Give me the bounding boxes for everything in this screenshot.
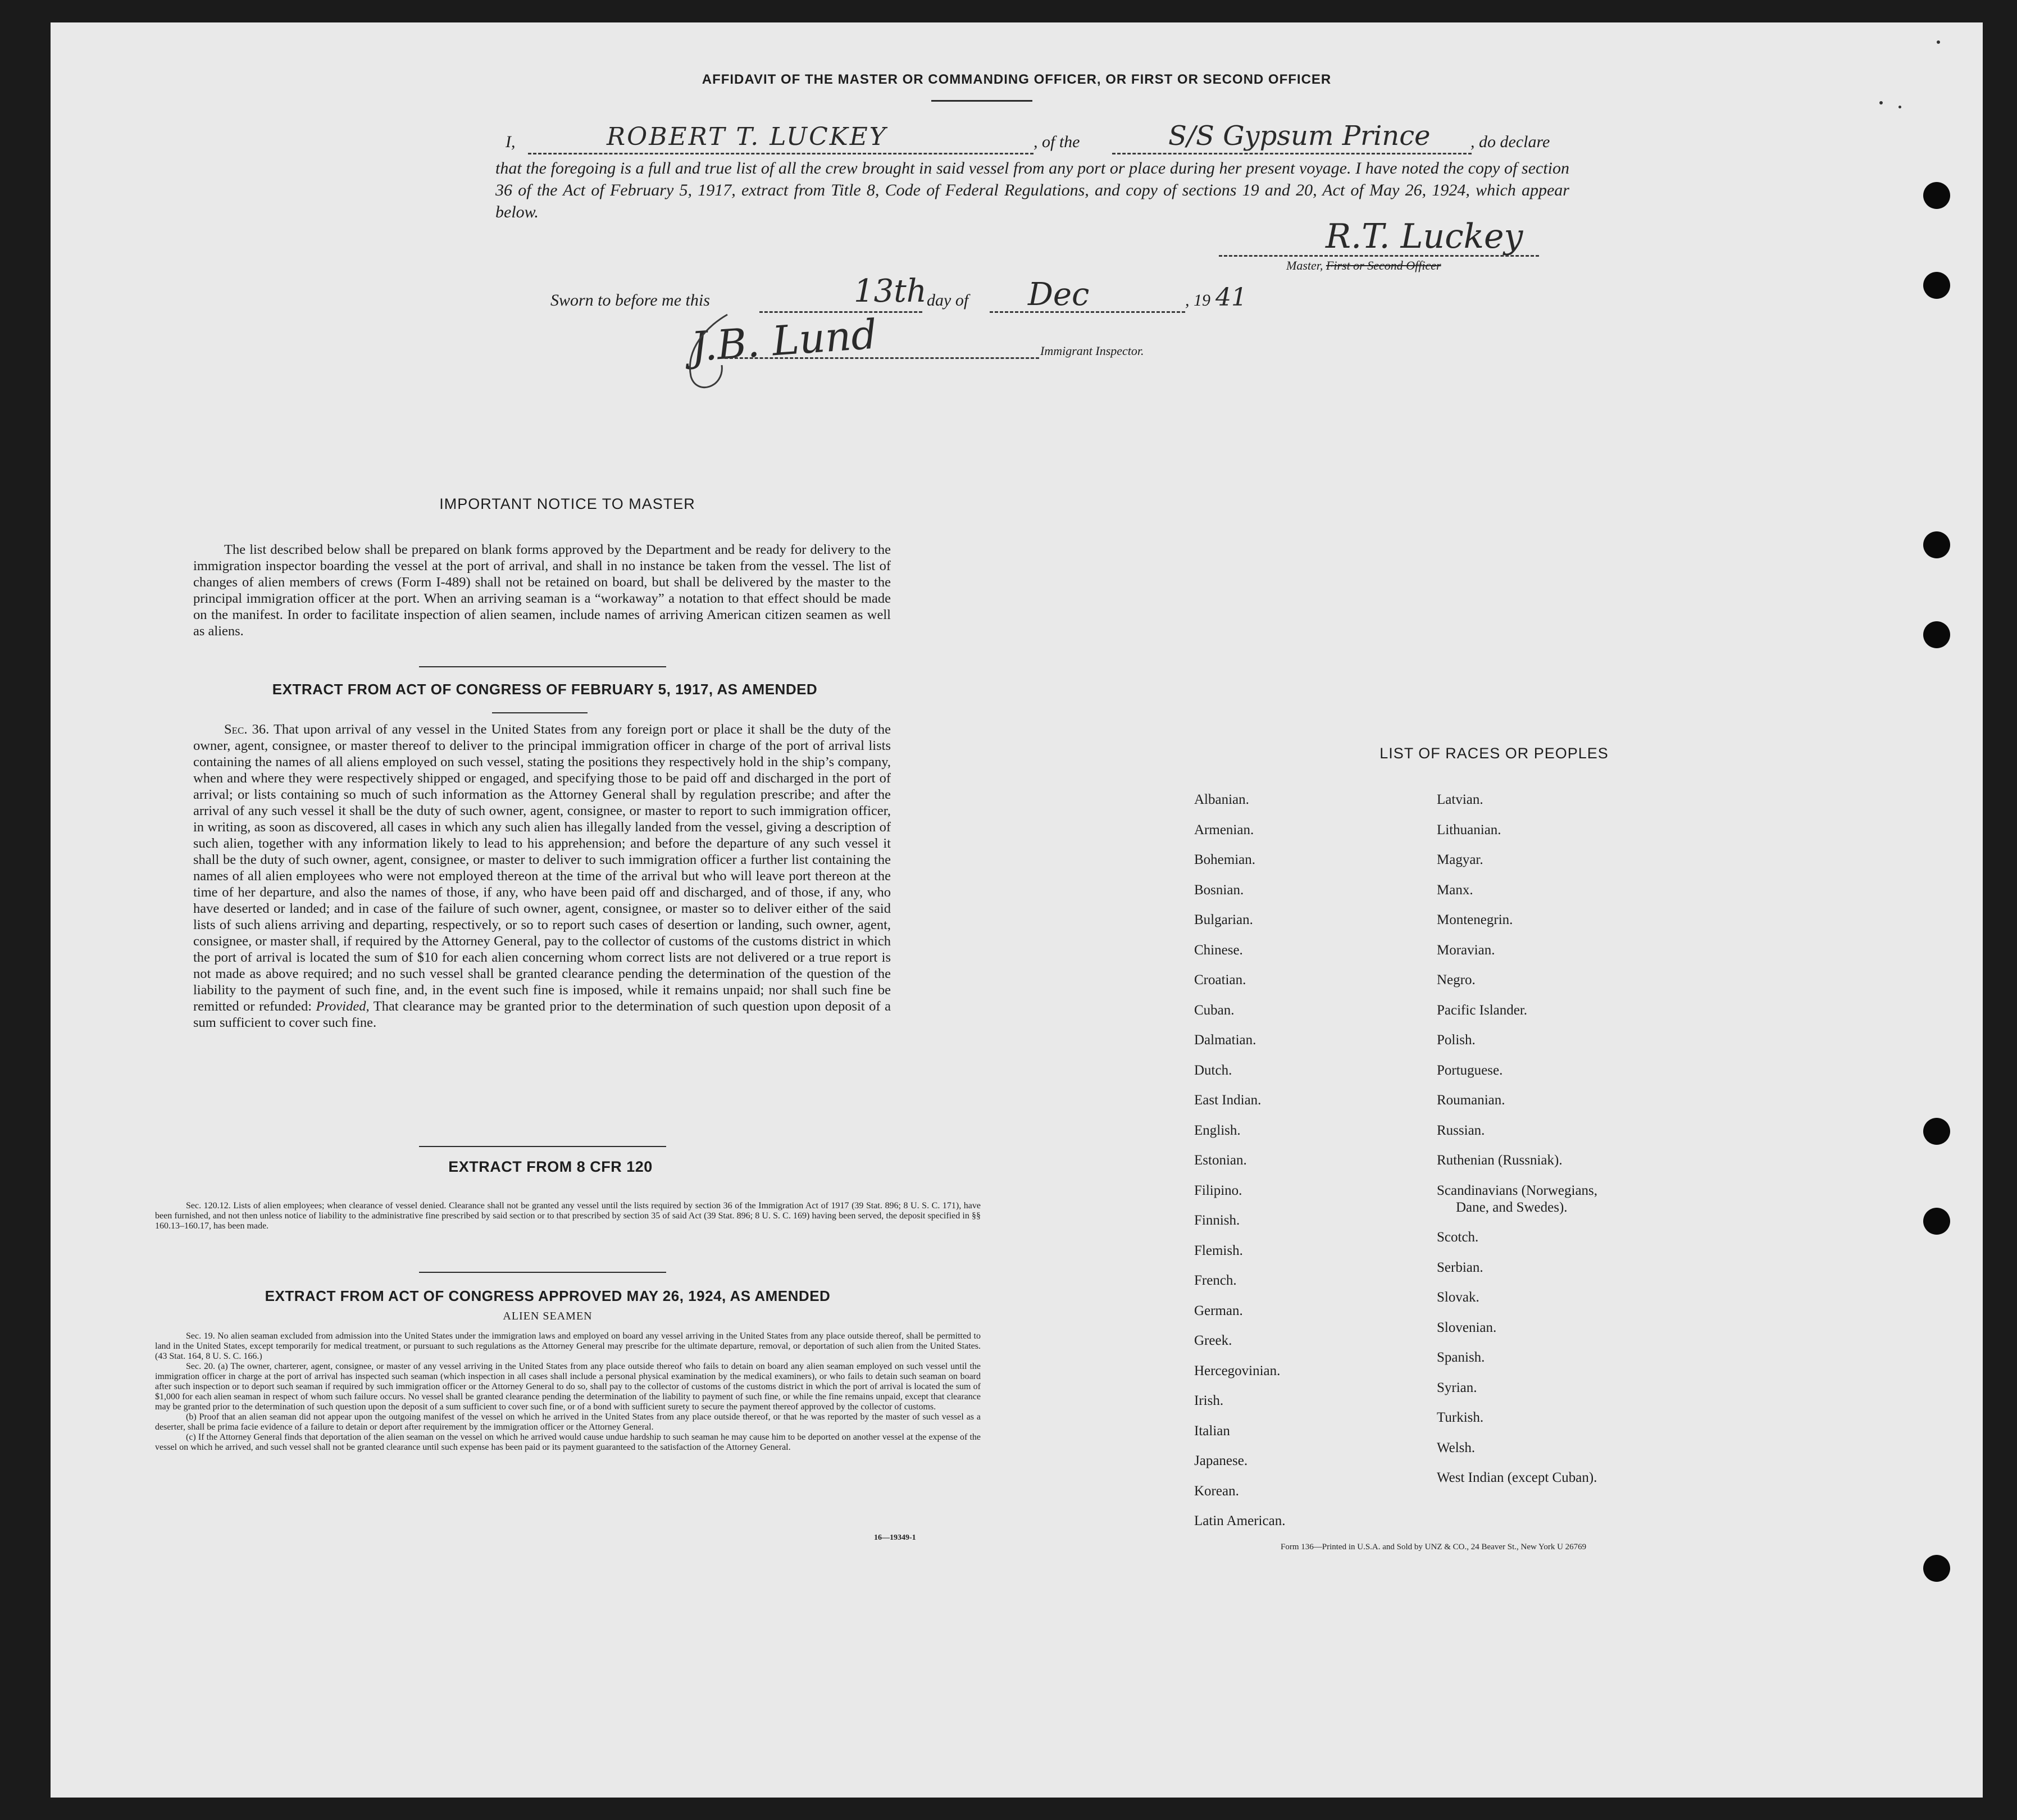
inspector-caption: Immigrant Inspector.: [1040, 344, 1144, 358]
punch-hole: [1923, 531, 1950, 558]
sec-20c-text: (c) If the Attorney General finds that deportation of the alien seaman on the vessel on which he arrived would cause undue hardship to such seaman he may cause him to be deported on another vessel at the expense of the vessel on which he arrived, and such vessel shall not be granted clearance until such expense has been paid or its payment guaranteed to the satisfaction of the Attorney General.: [155, 1432, 981, 1452]
race-item: Ruthenian (Russniak).: [1437, 1153, 1563, 1168]
inspector-signature-flourish: [674, 303, 741, 404]
year-handwritten: 41: [1215, 283, 1247, 312]
race-item: Albanian.: [1194, 792, 1249, 807]
race-item: Montenegrin.: [1437, 912, 1513, 927]
title-underline: [931, 100, 1032, 102]
declaration-text: that the foregoing is a full and true list of all the crew brought in said vessel from any port or place during her present voyage. I have noted the copy of section 36 of the Act of February 5, 1917, extract from Title 8, Code of Federal Regulations, and copy of sections 19 and 20, Act of May 26, 1924, which appear below.: [495, 159, 1569, 221]
sec-36-text-end: That clearance may be granted prior to the determination of such question upon deposit of a sum sufficient to cover such fine.: [193, 999, 891, 1030]
punch-hole: [1923, 621, 1950, 648]
race-item: Irish.: [1194, 1393, 1224, 1408]
race-item: Slovenian.: [1437, 1320, 1497, 1335]
extract-1924-body: [155, 1331, 981, 1453]
race-item: Bosnian.: [1194, 882, 1244, 898]
master-caption-struck: First or Second Officer: [1326, 258, 1441, 272]
race-item: Bohemian.: [1194, 852, 1256, 867]
race-item: German.: [1194, 1303, 1243, 1318]
year-prefix: , 19: [1185, 291, 1210, 310]
form-footer: Form 136—Printed in U.S.A. and Sold by UNZ & CO., 24 Beaver St., New York U 26769: [1281, 1543, 1587, 1551]
sworn-prefix: Sworn to before me this: [550, 291, 710, 310]
vessel-line: [1112, 153, 1472, 154]
race-item: Magyar.: [1437, 852, 1483, 867]
race-item: English.: [1194, 1122, 1241, 1138]
race-item: Pacific Islander.: [1437, 1002, 1528, 1018]
races-title: LIST OF RACES OR PEOPLES: [1379, 745, 1609, 762]
race-item: Syrian.: [1437, 1380, 1477, 1395]
race-item: Dalmatian.: [1194, 1032, 1256, 1048]
sec-20a-text: Sec. 20. (a) The owner, charterer, agent, consignee, or master of any vessel arriving in the United States from any place outside thereof who fails to detain on board any alien seaman employed on such vessel until the immigration officer in charge at the port of arrival has inspected such seaman (which inspection in all cases shall include a personal physical examination by the medical examiners), or who fails to detain such seaman on board after such inspection or to deport such seaman if required by such immigration officer or the Attorney General to do so, shall pay to the collector of customs of the customs district in which the port of arrival is located the sum of $1,000 for each alien seaman in respect of whom such failure occurs. No vessel shall be granted clearance pending the determination of the liability to payment of such fine, or while the fine remains unpaid, except that clearance may be granted prior to the determination of such question upon the deposit of a sum sufficient to cover such fine, or of a bond with sufficient surety to secure the payment thereof approved by the collector of customs.: [155, 1362, 981, 1412]
master-name-line: [528, 153, 1033, 154]
race-item: Croatian.: [1194, 972, 1246, 988]
race-item: Estonian.: [1194, 1153, 1247, 1168]
race-item: Slovak.: [1437, 1290, 1479, 1305]
master-name-handwritten: ROBERT T. LUCKEY: [607, 122, 887, 151]
race-item: French.: [1194, 1273, 1237, 1288]
sec-19-text: Sec. 19. No alien seaman excluded from admission into the United States under the immigration laws and employed on board any vessel arriving in the United States from any place outside thereof, shall be permitted to land in the United States, except temporarily for medical treatment, or pursuant to such regulations as the Attorney General may prescribe for the ultimate departure, removal, or deportation of such alien from the United States. (43 Stat. 164, 8 U. S. C. 166.): [155, 1331, 981, 1361]
sec-20b-text: (b) Proof that an alien seaman did not appear upon the outgoing manifest of the vessel on which he arrived in the United States from any place outside thereof, or that he was reported by the master of such vessel as a deserter, shall be prima facie evidence of a failure to detain or deport after requirement by the immigration officer or the Attorney General.: [155, 1412, 981, 1432]
punch-hole: [1923, 182, 1950, 209]
race-item: Japanese.: [1194, 1453, 1248, 1468]
day-handwritten: 13th: [854, 273, 927, 310]
master-signature-line: [1219, 255, 1539, 257]
affidavit-title: AFFIDAVIT OF THE MASTER OR COMMANDING OFFICER, OR FIRST OR SECOND OFFICER: [702, 72, 1332, 87]
divider-2: [492, 712, 588, 713]
speck: [1937, 40, 1940, 44]
race-item: Negro.: [1437, 972, 1476, 988]
month-handwritten: Dec: [1028, 276, 1090, 313]
sec-36-label: Sec. 36.: [224, 722, 270, 737]
divider-4: [419, 1272, 666, 1273]
race-item: Dutch.: [1194, 1062, 1232, 1078]
race-item: East Indian.: [1194, 1093, 1262, 1108]
race-item: Scotch.: [1437, 1230, 1479, 1245]
inspector-line: [725, 357, 1039, 359]
notice-title: IMPORTANT NOTICE TO MASTER: [439, 495, 695, 512]
race-item: Armenian.: [1194, 822, 1254, 838]
race-item: Serbian.: [1437, 1259, 1483, 1275]
provided-label: Provided,: [316, 999, 370, 1014]
race-item: Spanish.: [1437, 1350, 1485, 1365]
race-item: Korean.: [1194, 1483, 1239, 1499]
do-declare-label: , do declare: [1470, 133, 1550, 151]
sec-36-text: That upon arrival of any vessel in the United States from any foreign port or place it shall be the duty of the owner, agent, consignee, or master thereof to deliver to the principal immigration officer in charge of the port of arrival lists containing the names of all aliens employed on such vessel, stating the positions they respectively hold in the ship’s company, when and where they were respectively shipped or engaged, and specifying those to be paid off and discharged in the port of arrival; or lists containing so much of such information as the Attorney General shall by regulation prescribe; and after the arrival of any such vessel it shall be the duty of such owner, agent, consignee, or master to report to such immigration officer, in writing, as soon as discovered, all cases in which any such alien has illegally landed from the vessel, giving a description of such alien, together with any information likely to lead to his apprehension; and before the departure of any such vessel it shall be the duty of such owner, agent, consignee, or master to deliver to such immigration officer a further list containing the names of all alien employees who were not employed thereon at the time of the arrival but who will leave port thereon at the time of her departure, and also the names of those, if any, who have been paid off and discharged, and of those, if any, who have deserted or landed; and in case of the failure of such owner, agent, consignee, or master so to deliver either of the said lists of such aliens arriving and departing, respectively, or so to report such cases of desertion or landing, such owner, agent, consignee, or master shall, if required by the Attorney General, pay to the collector of customs of the customs district in which the port of arrival is located the sum of $10 for each alien concerning whom correct lists are not delivered or a true report is not made as above required; and no such vessel shall be granted clearance pending the determination of the question of the liability to the payment of such fine, and, in the event such fine is imposed, while it remains unpaid; nor shall such fine be remitted or refunded:: [193, 722, 891, 1014]
race-item: Russian.: [1437, 1122, 1485, 1138]
master-signature: R.T. Luckey: [1326, 217, 1523, 256]
race-item: Chinese.: [1194, 942, 1243, 958]
race-item: Moravian.: [1437, 942, 1495, 958]
punch-hole: [1923, 272, 1950, 299]
punch-hole: [1923, 1555, 1950, 1582]
speck: [1879, 101, 1883, 104]
race-item: Hercegovinian.: [1194, 1363, 1281, 1378]
punch-hole: [1923, 1208, 1950, 1235]
extract-1917-body: [193, 721, 891, 1031]
race-item: Manx.: [1437, 882, 1473, 898]
race-item: Turkish.: [1437, 1410, 1484, 1425]
race-item: Finnish.: [1194, 1213, 1240, 1228]
notice-body: The list described below shall be prepared on blank forms approved by the Department and be ready for delivery to the immigration inspector boarding the vessel at the port of arrival, and shall in no instance be taken from the vessel. The list of changes of alien members of crews (Form I-489) shall not be retained on board, but shall be delivered by the master to the principal immigration officer at the port. When an arriving seaman is a “workaway” a notation to that effect should be made on the manifest. In order to facilitate inspection of alien seamen, include names of arriving American citizen seamen as well as aliens.: [193, 542, 891, 639]
race-item: Filipino.: [1194, 1182, 1242, 1198]
speck: [1898, 106, 1901, 108]
race-item: Latvian.: [1437, 792, 1483, 807]
race-item: Scandinavians (Norwegians,: [1437, 1182, 1598, 1198]
extract-cfr-title: EXTRACT FROM 8 CFR 120: [448, 1158, 653, 1175]
of-the-label: , of the: [1033, 133, 1080, 151]
document-page: [51, 22, 1983, 1798]
race-item: Welsh.: [1437, 1440, 1476, 1455]
inspector-signature: J.B. Lund: [689, 310, 879, 371]
punch-hole: [1923, 1118, 1950, 1145]
race-item: Bulgarian.: [1194, 912, 1253, 927]
master-caption: Master, First or Second Officer: [1286, 258, 1441, 272]
race-item: West Indian (except Cuban).: [1437, 1470, 1597, 1485]
race-item: Portuguese.: [1437, 1062, 1503, 1078]
day-of-label: day of: [927, 291, 969, 310]
race-item: Latin American.: [1194, 1513, 1286, 1528]
race-item: Italian: [1194, 1423, 1230, 1439]
affidavit-i: I,: [506, 133, 516, 151]
alien-seamen-subtitle: ALIEN SEAMEN: [503, 1310, 593, 1322]
race-item: Roumanian.: [1437, 1093, 1505, 1108]
form-code: 16—19349-1: [874, 1534, 916, 1542]
extract-1924-title: EXTRACT FROM ACT OF CONGRESS APPROVED MAY 26, 1924, AS AMENDED: [265, 1287, 831, 1304]
race-item: Flemish.: [1194, 1243, 1243, 1258]
race-item: Dane, and Swedes).: [1456, 1199, 1568, 1215]
race-item: Cuban.: [1194, 1002, 1235, 1018]
race-item: Lithuanian.: [1437, 822, 1501, 838]
divider-3: [419, 1146, 666, 1147]
divider-1: [419, 666, 666, 667]
vessel-name-handwritten: S/S Gypsum Prince: [1168, 120, 1431, 152]
race-item: Greek.: [1194, 1333, 1232, 1348]
extract-cfr-body: Sec. 120.12. Lists of alien employees; when clearance of vessel denied. Clearance shall not be granted any vessel until the lists required by section 36 of the Immigration Act of 1917 (39 Stat. 896; 8 U. S. C. 171), have been furnished, and not then unless notice of liability to the administrative fine prescribed by said section or to that prescribed by section 35 of said Act (39 Stat. 896; 8 U. S. C. 169) having been served, the deposit specified in §§ 160.13–160.17, has been made.: [155, 1201, 981, 1231]
extract-1917-title: EXTRACT FROM ACT OF CONGRESS OF FEBRUARY 5, 1917, AS AMENDED: [272, 681, 818, 698]
race-item: Polish.: [1437, 1032, 1476, 1048]
